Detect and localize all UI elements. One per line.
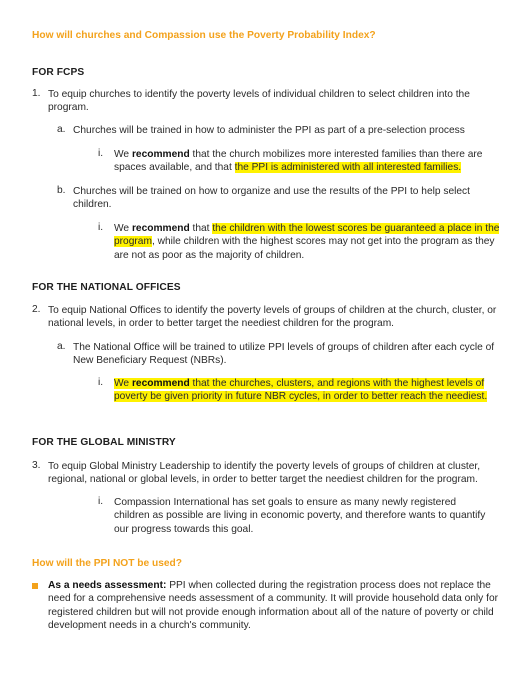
list-number: 2. bbox=[32, 304, 41, 315]
not-used-heading: How will the PPI NOT be used? bbox=[32, 558, 182, 569]
text-run: We bbox=[114, 223, 132, 234]
subsub-roman: i. bbox=[98, 222, 104, 233]
recommendation-text bbox=[114, 148, 504, 175]
sublist-letter: b. bbox=[57, 185, 66, 196]
sublist-text: Churches will be trained in how to administer the PPI as part of a pre-selection process bbox=[73, 125, 465, 136]
section-title-national: FOR THE NATIONAL OFFICES bbox=[32, 282, 181, 293]
text-run: We bbox=[114, 378, 132, 389]
list-item-text: To equip churches to identify the poverty levels of individual children to select children into the program. bbox=[48, 89, 470, 114]
sublist-letter: a. bbox=[57, 341, 66, 352]
main-heading: How will churches and Compassion use the Poverty Probability Index? bbox=[32, 30, 376, 41]
text-run: , while children with the highest scores may not get into the program as they are not as poor as the majority of children. bbox=[114, 236, 495, 261]
recommendation-text bbox=[114, 222, 504, 262]
highlighted-run: the PPI is administered with all interested families. bbox=[234, 162, 462, 174]
bold-run: recommend bbox=[131, 223, 190, 234]
bold-run: recommend bbox=[131, 149, 190, 160]
subsub-roman: i. bbox=[98, 148, 104, 159]
highlighted-run bbox=[114, 378, 487, 402]
list-item-text: To equip Global Ministry Leadership to identify the poverty levels of groups of children at cluster, regional, national or global levels, in order to better target the neediest children for the program. bbox=[48, 461, 481, 486]
text-run: We bbox=[114, 149, 132, 160]
subsub-roman: i. bbox=[98, 377, 104, 388]
text-run: that the church mobilizes more interested families than there are spaces available, and that bbox=[114, 149, 483, 174]
text-run: that the churches, clusters, and regions with the highest levels of poverty be given priority in future NBR cycles, in order to better reach the neediest. bbox=[114, 378, 488, 403]
sublist-text: Churches will be trained on how to organize and use the results of the PPI to help select children. bbox=[73, 186, 470, 211]
recommendation-text bbox=[114, 377, 504, 404]
highlighted-run: the children with the lowest scores be guaranteed a place in the program bbox=[114, 223, 500, 248]
text-run: that bbox=[189, 223, 213, 234]
subsub-text: Compassion International has set goals to ensure as many newly registered children as possible are living in economic poverty, and therefore wants to quantify our progress towards this goal. bbox=[114, 497, 486, 535]
sublist-text: The National Office will be trained to utilize PPI levels of groups of children after each cycle of New Beneficiary Request (NBRs). bbox=[73, 342, 495, 367]
list-number: 1. bbox=[32, 88, 41, 99]
sublist-letter: a. bbox=[57, 124, 66, 135]
section-title-fcps: FOR FCPS bbox=[32, 67, 85, 78]
section-title-global: FOR THE GLOBAL MINISTRY bbox=[32, 437, 176, 448]
subsub-roman: i. bbox=[98, 496, 104, 507]
bullet-text bbox=[48, 579, 503, 633]
list-item-text: To equip National Offices to identify the poverty levels of groups of children at the church, cluster, or national levels, in order to better target the neediest children for the program. bbox=[48, 305, 497, 330]
text-run: PPI when collected during the registration process does not replace the need for a comprehensive needs assessment of a community. It will provide household data only for registered children but will not provide enough information about all of the nature of poverty or child development needs in a church's community. bbox=[48, 580, 499, 632]
bold-run: recommend bbox=[131, 378, 190, 389]
bold-run: As a needs assessment: bbox=[48, 580, 167, 591]
list-number: 3. bbox=[32, 460, 41, 471]
bullet-square-icon bbox=[32, 583, 38, 589]
